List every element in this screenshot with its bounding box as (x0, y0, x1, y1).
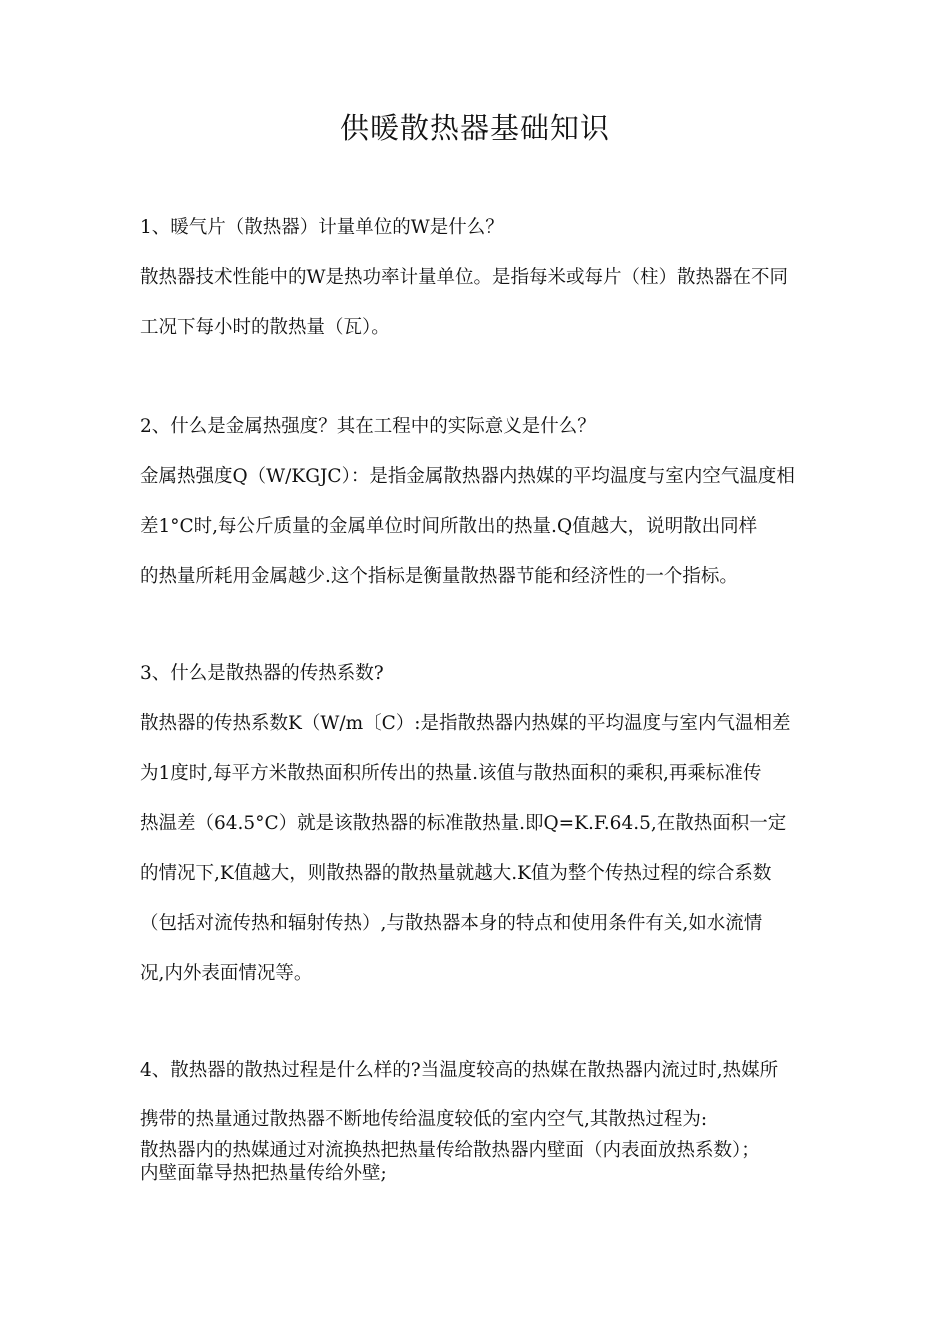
section-3-question: 3、什么是散热器的传热系数? (140, 663, 384, 684)
section-3-answer-line-1: 散热器的传热系数K（W/m〔C）:是指散热器内热媒的平均温度与室内气温相差 (140, 713, 791, 734)
section-2-answer-line-3: 的热量所耗用金属越少.这个指标是衡量散热器节能和经济性的一个指标。 (140, 566, 738, 587)
section-4-question: 4、散热器的散热过程是什么样的?当温度较高的热媒在散热器内流过时,热媒所 (140, 1060, 779, 1081)
section-1-question: 1、暖气片（散热器）计量单位的W是什么？ (140, 217, 504, 238)
section-3-answer-line-5: （包括对流传热和辐射传热）,与散热器本身的特点和使用条件有关,如水流情 (140, 913, 763, 934)
section-4-answer-line-3: 内壁面靠导热把热量传给外壁; (140, 1163, 387, 1184)
section-2-answer-line-2: 差1°C时,每公斤质量的金属单位时间所散出的热量.Q值越大，说明散出同样 (140, 516, 758, 537)
section-4-answer-line-2: 散热器内的热媒通过对流换热把热量传给散热器内壁面（内表面放热系数）； (140, 1140, 760, 1161)
section-3-answer-line-2: 为1度时,每平方米散热面积所传出的热量.该值与散热面积的乘积,再乘标准传 (140, 763, 762, 784)
section-2-question: 2、什么是金属热强度？其在工程中的实际意义是什么？ (140, 416, 596, 437)
section-3-answer-line-3: 热温差（64.5°C）就是该散热器的标准散热量.即Q=K.F.64.5,在散热面积一定 (140, 813, 787, 834)
section-3-answer-line-4: 的情况下,K值越大，则散热器的散热量就越大.K值为整个传热过程的综合系数 (140, 863, 772, 884)
section-4-answer-line-1: 携带的热量通过散热器不断地传给温度较低的室内空气,其散热过程为: (140, 1109, 708, 1130)
section-2-answer-line-1: 金属热强度Q（W/KGJC）：是指金属散热器内热媒的平均温度与室内空气温度相 (140, 466, 795, 487)
document-title: 供暖散热器基础知识 (339, 111, 610, 145)
section-1-answer-line-2: 工况下每小时的散热量（瓦）。 (140, 317, 390, 338)
section-1-answer-line-1: 散热器技术性能中的W是热功率计量单位。是指每米或每片（柱）散热器在不同 (140, 267, 789, 288)
section-3-answer-line-6: 况,内外表面情况等。 (140, 963, 313, 984)
